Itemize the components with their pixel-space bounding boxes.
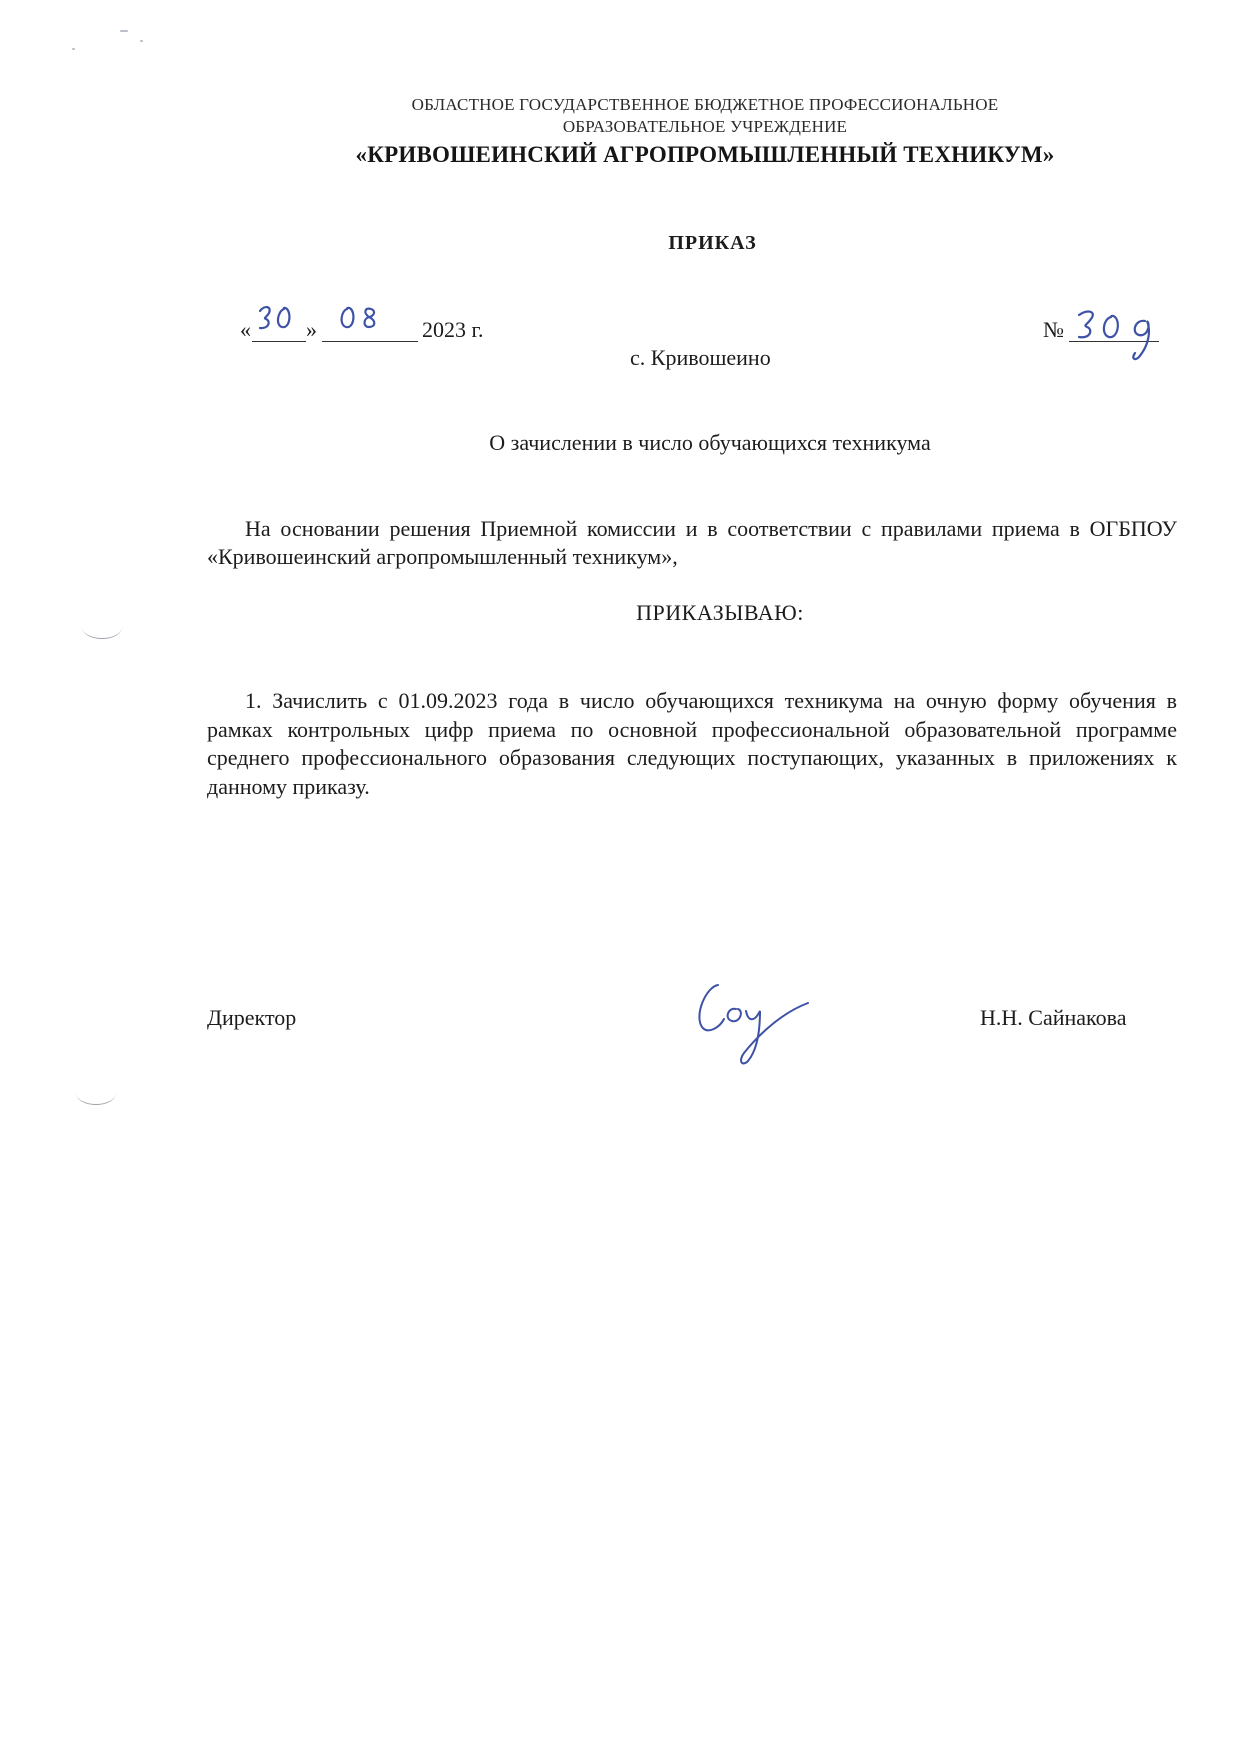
order-subject: О зачислении в число обучающихся техникума	[489, 430, 931, 455]
org-line-1: ОБЛАСТНОЕ ГОСУДАРСТВЕННОЕ БЮДЖЕТНОЕ ПРОФЕССИОНАЛЬНОЕ	[411, 95, 999, 114]
director-title: Директор	[207, 1005, 297, 1030]
order-year: 2023 г.	[422, 317, 484, 342]
order-title: ПРИКАЗ	[668, 232, 757, 254]
month-handwritten-mark	[335, 301, 385, 335]
punch-hole-mark	[76, 1082, 116, 1105]
order-place: с. Кривошеино	[630, 345, 771, 370]
order-word: ПРИКАЗЫВАЮ:	[636, 600, 804, 625]
scan-speck	[140, 40, 143, 42]
scan-speck	[72, 48, 75, 50]
date-open-quote: «	[240, 317, 251, 342]
order-item-1: 1. Зачислить с 01.09.2023 года в число обучающихся техникума на очную форму обучения в рамках контрольных цифр приема по основной профессиональной образовательной программе среднего профессионального образования следующих поступающих, указанных в приложениях к данному приказу.	[207, 688, 1177, 799]
director-name: Н.Н. Сайнакова	[980, 1005, 1127, 1030]
number-sign: №	[1043, 317, 1064, 342]
punch-hole-mark	[82, 616, 122, 639]
date-close-quote: »	[306, 317, 317, 342]
basis-paragraph: На основании решения Приемной комиссии и в соответствии с правилами приема в ОГБПОУ «Кривошеинский агропромышленный техникум»,	[207, 516, 1177, 569]
day-handwritten-mark	[254, 301, 304, 335]
director-signature	[680, 965, 820, 1075]
org-name: «КРИВОШЕИНСКИЙ АГРОПРОМЫШЛЕННЫЙ ТЕХНИКУМ»	[355, 142, 1055, 167]
org-line-2: ОБРАЗОВАТЕЛЬНОЕ УЧРЕЖДЕНИЕ	[562, 117, 848, 136]
order-number	[1043, 315, 1183, 347]
scan-speck	[120, 30, 128, 32]
number-handwritten-mark	[1065, 303, 1185, 363]
